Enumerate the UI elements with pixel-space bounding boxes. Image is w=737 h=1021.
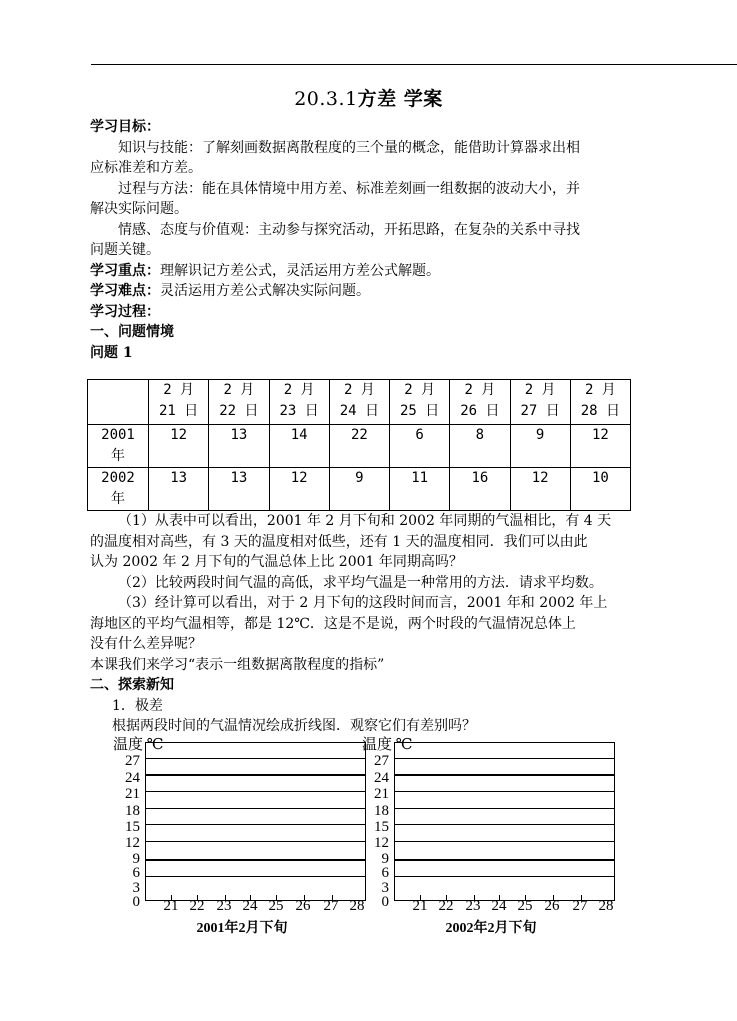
problem1-heading: 问题 1 (90, 344, 133, 361)
gridline-27 (395, 758, 614, 759)
table-cell: 8 (450, 425, 510, 468)
y-tick: 21 (374, 786, 389, 802)
chart-2001 (112, 737, 372, 940)
table-header-cell: 2 月 21 日 (149, 380, 209, 425)
key-point (90, 261, 646, 282)
gridline-18 (146, 808, 365, 809)
paragraph-line: （2）比较两段时间气温的高低，求平均气温是一种常用的方法．请求平均数。 (118, 574, 603, 591)
table-cell: 13 (209, 425, 269, 468)
title-text: 方差 学案 (357, 88, 443, 110)
x-tick: 25 (268, 898, 284, 914)
chart-plot-area (145, 742, 366, 901)
difficulty (90, 281, 646, 302)
chart-caption: 2002年2月下旬 (445, 921, 537, 936)
y-tick: 21 (125, 786, 140, 802)
table-header-cell: 2 月 26 日 (450, 380, 510, 425)
table-cell: 14 (269, 425, 329, 468)
section1-heading: 一、问题情境 (90, 324, 174, 340)
y-tick: 24 (125, 770, 140, 786)
section2-heading: 二、探索新知 (90, 677, 174, 693)
table-cell: 13 (209, 468, 269, 511)
gridline-12 (146, 841, 365, 842)
y-tick: 18 (125, 803, 140, 819)
chart-plot-area (394, 742, 615, 901)
objective-line: 问题关键。 (90, 242, 160, 258)
x-tick: 22 (438, 898, 454, 914)
table-cell: 9 (329, 468, 389, 511)
y-tick: 12 (374, 835, 389, 851)
x-tick: 28 (598, 898, 614, 914)
table-header-cell: 2 月 27 日 (510, 380, 570, 425)
table-cell: 11 (390, 468, 450, 511)
y-tick: 15 (374, 819, 389, 835)
paragraph-line: （1）从表中可以看出，2001 年 2 月下旬和 2002 年同期的气温相比，有 4 天 (118, 513, 612, 529)
objective-line: 情感、态度与价值观：主动参与探究活动，开拓思路，在复杂的关系中寻找 (118, 221, 580, 238)
gridline-24 (395, 774, 614, 776)
gridline-21 (395, 791, 614, 792)
y-tick: 6 (381, 865, 389, 881)
table-cell: 12 (269, 468, 329, 511)
x-tick: 25 (517, 898, 533, 914)
gridline-6 (395, 859, 614, 861)
difficulty-label: 学习难点： (90, 283, 160, 299)
x-tick: 27 (323, 898, 339, 914)
x-tick: 28 (349, 898, 365, 914)
table-cell: 6 (390, 425, 450, 468)
objective-line: 解决实际问题。 (90, 201, 188, 217)
body-content (90, 117, 646, 363)
discussion-content (90, 511, 646, 737)
table-row (88, 468, 631, 511)
header-rule (91, 64, 737, 65)
y-axis-label: 温度 ℃ (362, 737, 413, 753)
table-cell: 16 (450, 468, 510, 511)
x-tick: 24 (242, 898, 258, 914)
y-tick: 24 (374, 770, 389, 786)
table-header-cell: 2 月 23 日 (269, 380, 329, 425)
y-tick: 15 (125, 819, 140, 835)
table-header-cell: 2 月 28 日 (570, 380, 630, 425)
y-tick: 9 (132, 851, 140, 867)
y-tick: 6 (132, 865, 140, 881)
key-point-label: 学习重点： (90, 262, 160, 279)
x-tick: 26 (295, 898, 311, 914)
table-header-cell: 2 月 22 日 (209, 380, 269, 425)
x-tick: 24 (491, 898, 507, 914)
table-cell: 12 (570, 425, 630, 468)
table-header-cell: 2 月 25 日 (390, 380, 450, 425)
paragraph-line: 海地区的平均气温相等，都是 12℃．这是不是说，两个时段的气温情况总体上 (90, 615, 576, 632)
table-cell: 22 (329, 425, 389, 468)
table-cell: 10 (570, 468, 630, 511)
x-tick: 23 (216, 898, 232, 914)
gridline-27 (146, 758, 365, 759)
y-tick: 3 (132, 880, 140, 896)
objective-line: 过程与方法：能在具体情境中用方差、标准差刻画一组数据的波动大小，并 (118, 180, 580, 197)
gridline-12 (395, 841, 614, 842)
paragraph-line: 的温度相对高些，有 3 天的温度相对低些，还有 1 天的温度相同．我们可以由此 (90, 533, 588, 550)
gridline-6 (146, 859, 365, 861)
chart-2002 (361, 737, 621, 940)
temperature-table (87, 379, 631, 511)
y-tick: 0 (381, 894, 389, 910)
gridline-3 (395, 876, 614, 877)
gridline-18 (395, 808, 614, 809)
paragraph-line: 本课我们来学习“表示一组数据离散程度的指标” (90, 656, 385, 673)
table-row (88, 425, 631, 468)
page-title (0, 84, 737, 111)
x-tick: 23 (465, 898, 481, 914)
gridline-24 (146, 774, 365, 776)
paragraph-line: 没有什么差异呢？ (90, 636, 202, 652)
process-heading: 学习过程： (90, 303, 160, 320)
table-header-cell: 2 月 24 日 (329, 380, 389, 425)
gridline-3 (146, 876, 365, 877)
subsection-text: 根据两段时间的气温情况绘成折线图．观察它们有差别吗？ (112, 718, 476, 734)
y-tick: 0 (132, 894, 140, 910)
table-corner-cell (88, 380, 149, 425)
y-axis-label: 温度 ℃ (113, 737, 164, 753)
paragraph-line: 认为 2002 年 2 月下旬的气温总体上比 2001 年同期高吗？ (90, 554, 463, 570)
y-tick: 27 (125, 753, 140, 769)
key-point-text: 理解识记方差公式，灵活运用方差公式解题。 (160, 262, 440, 279)
table-cell: 12 (510, 468, 570, 511)
objectives-heading: 学习目标： (90, 119, 160, 135)
title-number: 20.3.1 (294, 88, 358, 110)
table-cell: 9 (510, 425, 570, 468)
y-tick: 18 (374, 803, 389, 819)
y-tick: 27 (374, 753, 389, 769)
objective-line: 知识与技能：了解刻画数据离散程度的三个量的概念，能借助计算器求出相 (118, 139, 580, 156)
table-cell: 12 (149, 425, 209, 468)
difficulty-text: 灵活运用方差公式解决实际问题。 (160, 283, 370, 299)
row-label-cell: 2001 年 (88, 425, 149, 468)
x-tick: 26 (544, 898, 560, 914)
gridline-21 (146, 791, 365, 792)
gridline-15 (146, 824, 365, 825)
objective-line: 应标准差和方差。 (90, 160, 202, 176)
x-tick: 21 (412, 898, 428, 914)
paragraph-line: （3）经计算可以看出，对于 2 月下旬的这段时间而言，2001 年和 2002 年上 (118, 595, 608, 611)
y-tick: 12 (125, 835, 140, 851)
table-cell: 13 (149, 468, 209, 511)
y-tick: 9 (381, 851, 389, 867)
chart-caption: 2001年2月下旬 (196, 921, 288, 936)
row-label-cell: 2002 年 (88, 468, 149, 511)
x-tick: 27 (572, 898, 588, 914)
y-tick: 3 (381, 880, 389, 896)
table-header-row (88, 380, 631, 425)
x-tick: 22 (189, 898, 205, 914)
subsection-heading: 1．极差 (112, 697, 163, 714)
x-tick: 21 (163, 898, 179, 914)
gridline-15 (395, 824, 614, 825)
